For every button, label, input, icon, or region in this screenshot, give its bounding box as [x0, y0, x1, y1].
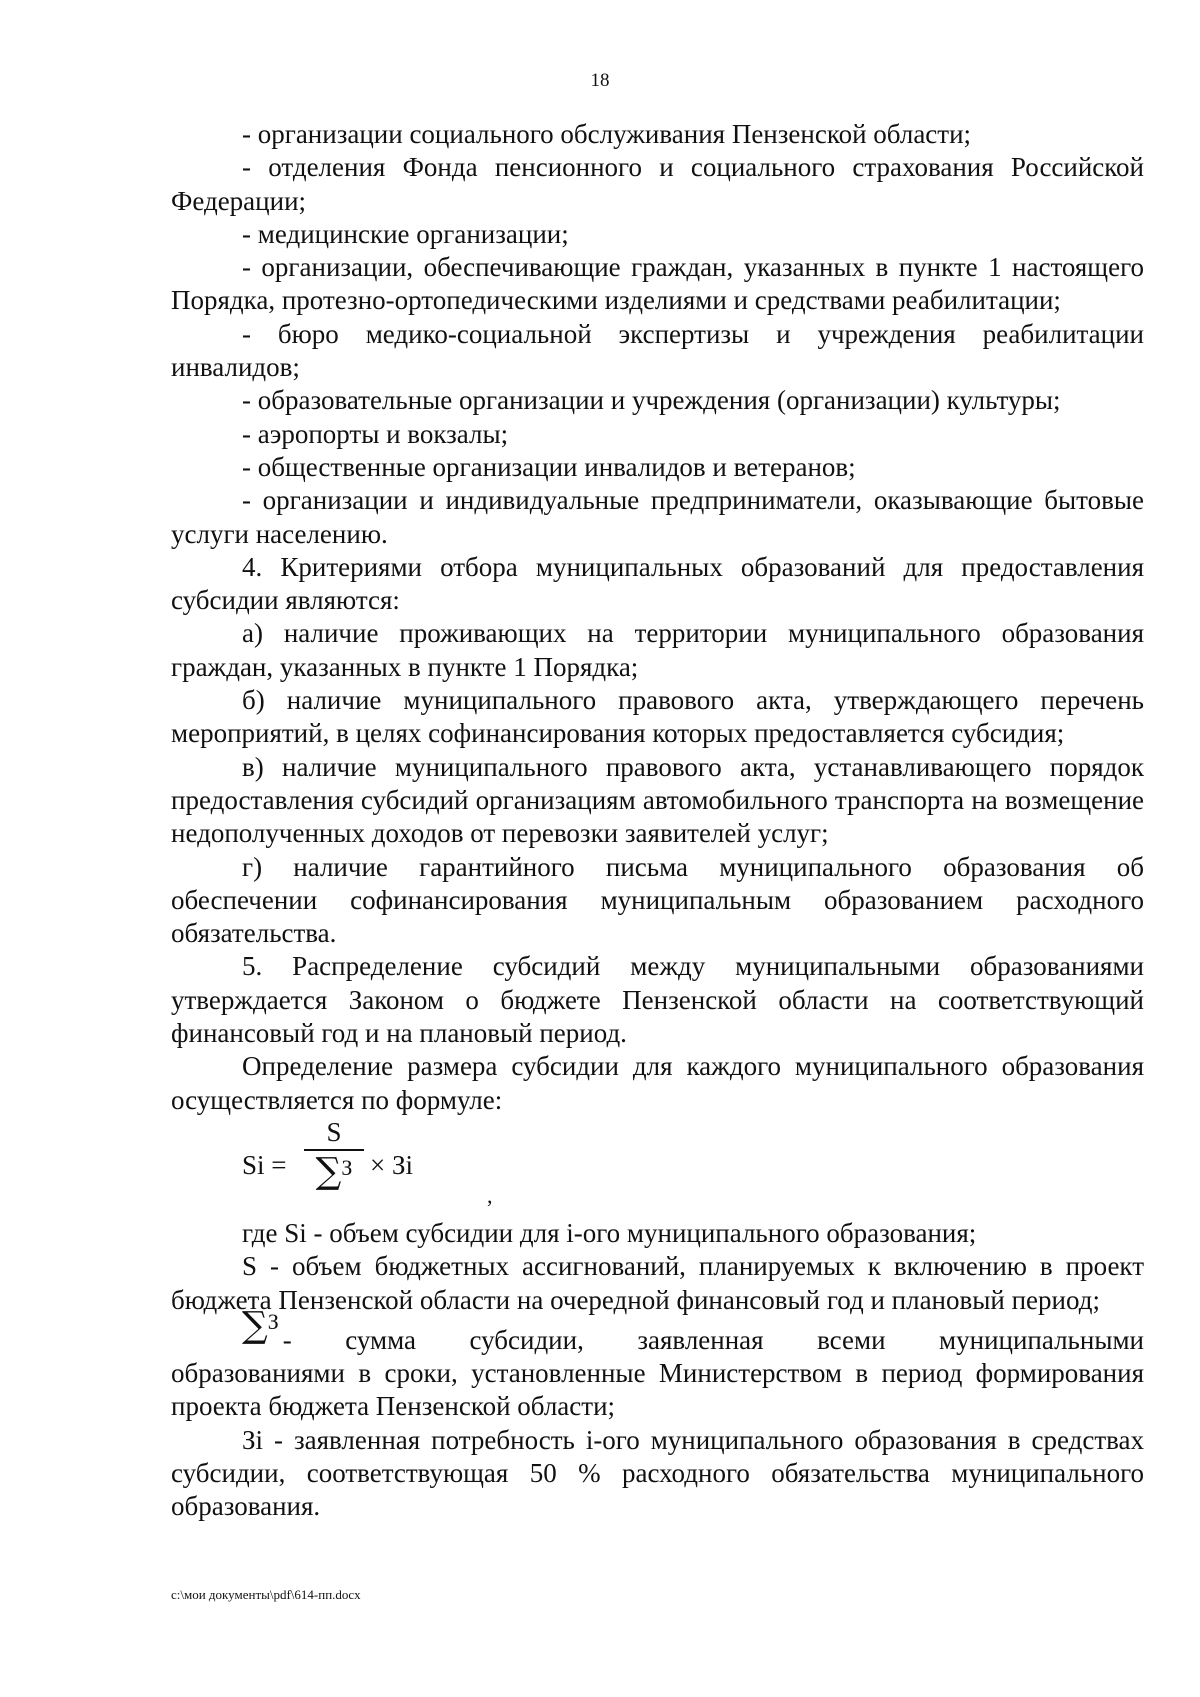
formula-lhs: Si = [242, 1149, 287, 1180]
paragraph: 4. Критериями отбора муниципальных образований для предоставления субсидии являются: [171, 551, 1144, 616]
paragraph: S - объем бюджетных ассигнований, планируемых к включению в проект бюджета Пензенской области на очередной финансовый год и плановый период; [171, 1251, 1144, 1315]
paragraph: б) наличие муниципального правового акта, утверждающего перечень мероприятий, в целях софинансирования которых предоставляется субсидия; [171, 685, 1144, 749]
sigma-symbol: ∑ [242, 1304, 268, 1346]
paragraph: - общественные организации инвалидов и ветеранов; [242, 451, 856, 482]
paragraph: - отделения Фонда пенсионного и социального страхования Российской Федерации; [171, 152, 1144, 216]
formula-comma: , [487, 1182, 493, 1208]
sigma-definition-text: - сумма субсидии, заявленная всеми муниципальными [282, 1324, 1144, 1355]
formula-multiplier: × Зi [370, 1149, 414, 1180]
paragraph: г) наличие гарантийного письма муниципального образования об обеспечении софинансирования муниципальным образованием расходного обязательства. [171, 851, 1144, 949]
paragraph: - организации, обеспечивающие граждан, указанных в пункте 1 настоящего Порядка, протезно-ортопедическими изделиями и средствами реабилитации; [171, 252, 1144, 316]
paragraph: Зi - заявленная потребность i-ого муниципального образования в средствах субсидии, соответствующая 50 % расходного обязательства муниципального образования. [171, 1424, 1144, 1522]
paragraph: а) наличие проживающих на территории муниципального образования граждан, указанных в пункте 1 Порядка; [171, 618, 1144, 682]
paragraph: - медицинские организации; [242, 218, 569, 249]
paragraph: где Si - объем субсидии для i-ого муниципального образования; [242, 1217, 977, 1248]
paragraph: - аэропорты и вокзалы; [242, 418, 509, 449]
paragraph: - организации и индивидуальные предприниматели, оказывающие бытовые услуги населению. [171, 485, 1144, 549]
sigma-definition-rest: образованиями в сроки, установленные Министерством в период формирования проекта бюджета Пензенской области; [171, 1358, 1144, 1422]
paragraph: - образовательные организации и учреждения (организации) культуры; [242, 385, 1061, 416]
paragraph: в) наличие муниципального правового акта, устанавливающего порядок предоставления субсидий организациям автомобильного транспорта на возмещение недополученных доходов от перевозки заявителей услуг; [171, 751, 1144, 849]
paragraph: - организации социального обслуживания Пензенской области; [242, 119, 972, 149]
sigma-term [242, 1304, 279, 1346]
paragraph: Определение размера субсидии для каждого муниципального образования осуществляется по формуле: [171, 1051, 1144, 1115]
file-path-footer: c:\мои документы\pdf\614-пп.docx [171, 1587, 361, 1602]
document-body [171, 118, 1144, 1524]
sigma-symbol: ∑ [315, 1150, 342, 1192]
subsidy-formula [242, 1117, 1144, 1217]
page-number: 18 [590, 70, 610, 91]
paragraph: - бюро медико-социальной экспертизы и учреждения реабилитации инвалидов; [171, 318, 1144, 383]
formula-denominator-var: З [341, 1154, 353, 1180]
formula-denominator [304, 1151, 364, 1191]
sigma-var: З [267, 1308, 279, 1334]
paragraph: 5. Распределение субсидий между муниципальными образованиями утверждается Законом о бюджете Пензенской области на соответствующий финансовый год и на плановый период. [171, 951, 1144, 1049]
formula-fraction [304, 1117, 364, 1191]
formula-numerator: S [326, 1116, 342, 1147]
sigma-definition-first-line [171, 1304, 1144, 1357]
